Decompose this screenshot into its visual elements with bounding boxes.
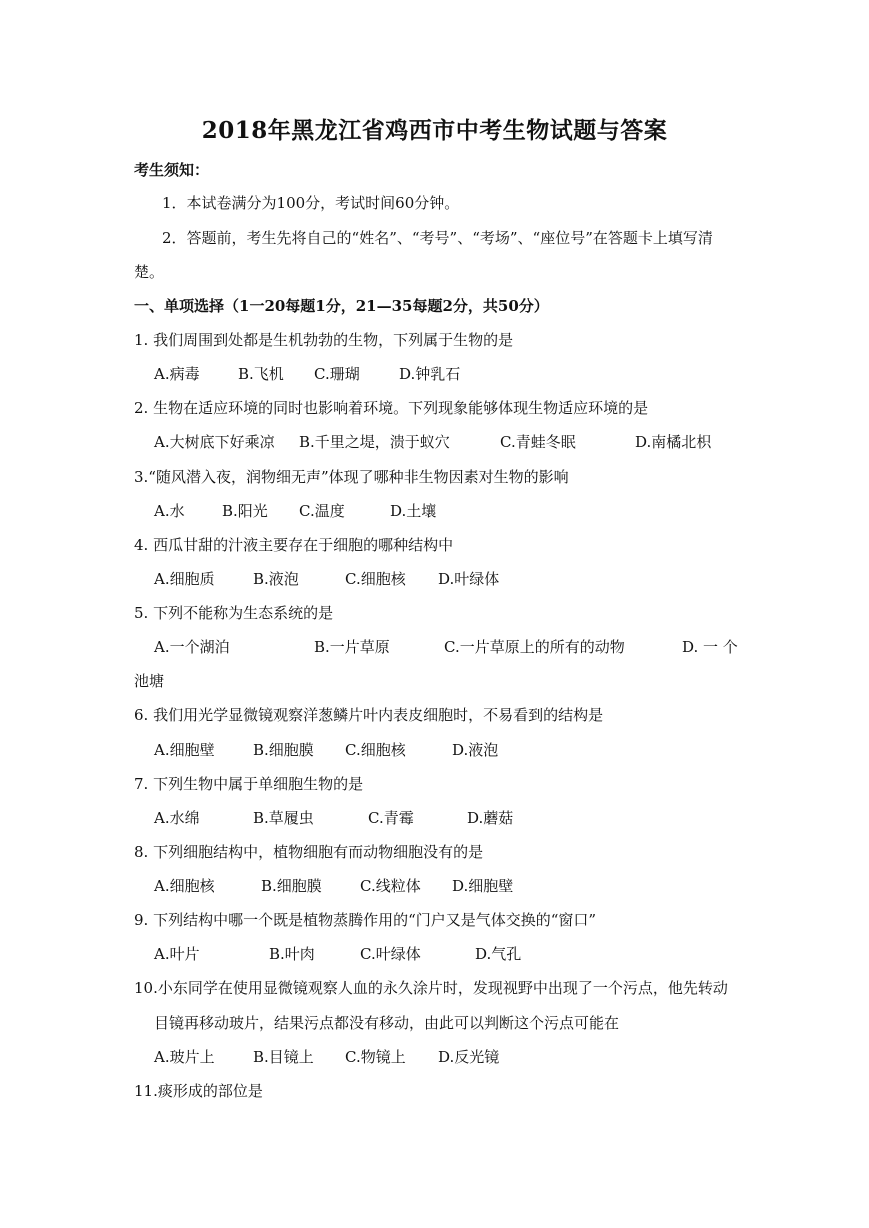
option-d: D.反光镜: [438, 1048, 500, 1066]
option-a: A.细胞核: [154, 877, 215, 895]
question-stem: 9. 下列结构中哪一个既是植物蒸腾作用的“门户又是气体交换的“窗口”: [134, 911, 597, 929]
option-c: C.叶绿体: [360, 945, 421, 963]
option-d: D.土壤: [390, 502, 437, 520]
option-c: C.物镜上: [345, 1048, 406, 1066]
notice-item-2: 2．答题前，考生先将自己的“姓名”、“考号”、“考场”、“座位号”在答题卡上填写清: [162, 229, 713, 247]
option-b: B.细胞膜: [253, 741, 314, 759]
option-c: C.细胞核: [345, 741, 406, 759]
option-a: A.一个湖泊: [154, 638, 230, 656]
option-a: A.叶片: [154, 945, 200, 963]
option-b: B.叶肉: [269, 945, 315, 963]
question-stem: 5. 下列不能称为生态系统的是: [134, 604, 334, 622]
notice-item-1: 1．本试卷满分为100分，考试时间60分钟。: [162, 194, 460, 212]
option-c: C.珊瑚: [314, 365, 360, 383]
option-a: A.细胞壁: [154, 741, 215, 759]
option-c: C.温度: [299, 502, 345, 520]
question-stem: 11.痰形成的部位是: [134, 1082, 263, 1100]
option-c: C.线粒体: [360, 877, 421, 895]
option-b: B.飞机: [238, 365, 284, 383]
option-c: C.青霉: [368, 809, 414, 827]
option-b: B.细胞膜: [261, 877, 322, 895]
option-b: B.草履虫: [253, 809, 314, 827]
question-continuation: 池塘: [134, 672, 165, 690]
option-a: A.病毒: [154, 365, 200, 383]
option-a: A.大树底下好乘凉: [154, 433, 275, 451]
question-stem: 3.“随风潜入夜，润物细无声”体现了哪种非生物因素对生物的影响: [134, 468, 569, 486]
section-heading: 一、单项选择（1一20每题1分，21—35每题2分，共50分）: [134, 297, 549, 315]
question-stem: 1. 我们周围到处都是生机勃勃的生物，下列属于生物的是: [134, 331, 514, 349]
notice-heading: 考生须知：: [134, 161, 210, 179]
option-a: A.水绵: [154, 809, 200, 827]
option-d: D.气孔: [475, 945, 522, 963]
question-stem: 6. 我们用光学显微镜观察洋葱鳞片叶内表皮细胞时，不易看到的结构是: [134, 706, 604, 724]
option-d: D.细胞壁: [452, 877, 514, 895]
option-b: B.目镜上: [253, 1048, 314, 1066]
question-stem: 8. 下列细胞结构中，植物细胞有而动物细胞没有的是: [134, 843, 484, 861]
question-stem: 10.小东同学在使用显微镜观察人血的永久涂片时，发现视野中出现了一个污点，他先转动: [134, 979, 728, 997]
page-title: 2018年黑龙江省鸡西市中考生物试题与答案: [201, 117, 668, 144]
option-d: D.叶绿体: [438, 570, 500, 588]
option-d: D. 一 个: [682, 638, 738, 656]
option-d: D.南橘北枳: [635, 433, 712, 451]
option-b: B.千里之堤，溃于蚁穴: [299, 433, 450, 451]
option-c: C.一片草原上的所有的动物: [444, 638, 625, 656]
notice-item-2-cont: 楚。: [134, 263, 165, 281]
option-c: C.细胞核: [345, 570, 406, 588]
question-stem: 2. 生物在适应环境的同时也影响着环境。下列现象能够体现生物适应环境的是: [134, 399, 649, 417]
option-b: B.阳光: [222, 502, 268, 520]
option-d: D.钟乳石: [399, 365, 461, 383]
option-a: A.水: [154, 502, 185, 520]
option-d: D.蘑菇: [467, 809, 514, 827]
question-stem-cont: 目镜再移动玻片，结果污点都没有移动，由此可以判断这个污点可能在: [154, 1014, 620, 1032]
option-a: A.玻片上: [154, 1048, 215, 1066]
option-b: B.液泡: [253, 570, 299, 588]
question-stem: 7. 下列生物中属于单细胞生物的是: [134, 775, 364, 793]
option-a: A.细胞质: [154, 570, 215, 588]
question-stem: 4. 西瓜甘甜的汁液主要存在于细胞的哪种结构中: [134, 536, 454, 554]
option-d: D.液泡: [452, 741, 499, 759]
option-b: B.一片草原: [314, 638, 390, 656]
option-c: C.青蛙冬眠: [500, 433, 576, 451]
